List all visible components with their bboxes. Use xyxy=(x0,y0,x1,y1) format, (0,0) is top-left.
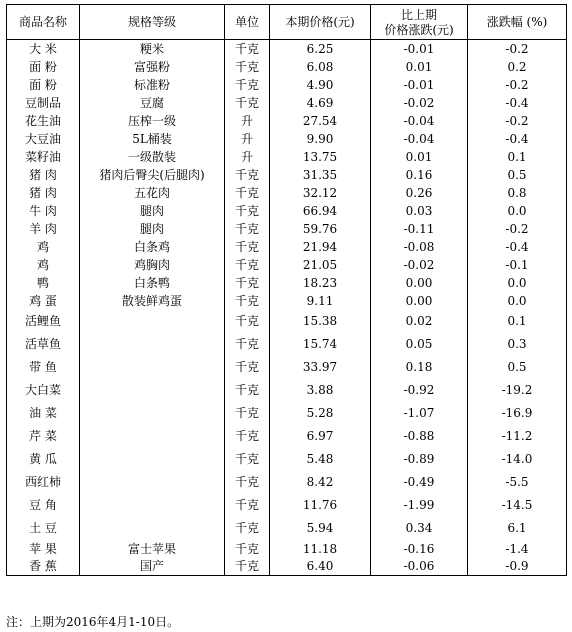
cell-spec-grade: 白条鸭 xyxy=(80,274,225,292)
cell-change-pct: -0.2 xyxy=(468,76,567,94)
cell-unit: 千克 xyxy=(225,76,270,94)
cell-current-price: 3.88 xyxy=(270,379,371,402)
cell-product-name: 香 蕉 xyxy=(7,558,80,576)
cell-price-change: -0.02 xyxy=(371,256,468,274)
cell-price-change: -0.11 xyxy=(371,220,468,238)
cell-spec-grade: 散装鲜鸡蛋 xyxy=(80,292,225,310)
cell-current-price: 5.48 xyxy=(270,448,371,471)
header-change-pct: 涨跌幅 (%) xyxy=(468,5,567,40)
cell-price-change: -1.07 xyxy=(371,402,468,425)
cell-product-name: 带 鱼 xyxy=(7,356,80,379)
cell-change-pct: 0.2 xyxy=(468,58,567,76)
cell-unit: 千克 xyxy=(225,494,270,517)
cell-spec-grade: 豆腐 xyxy=(80,94,225,112)
cell-unit: 千克 xyxy=(225,238,270,256)
cell-price-change: -0.92 xyxy=(371,379,468,402)
cell-current-price: 15.74 xyxy=(270,333,371,356)
cell-product-name: 鸡 xyxy=(7,238,80,256)
cell-spec-grade: 富强粉 xyxy=(80,58,225,76)
cell-price-change: -0.16 xyxy=(371,540,468,558)
cell-price-change: 0.34 xyxy=(371,517,468,540)
cell-change-pct: -0.2 xyxy=(468,112,567,130)
cell-current-price: 66.94 xyxy=(270,202,371,220)
table-row xyxy=(7,333,567,356)
header-price-change xyxy=(371,5,468,40)
table-row xyxy=(7,94,567,112)
cell-change-pct: 0.1 xyxy=(468,148,567,166)
cell-unit: 千克 xyxy=(225,558,270,576)
table-row xyxy=(7,471,567,494)
table-row xyxy=(7,256,567,274)
cell-change-pct: -14.0 xyxy=(468,448,567,471)
cell-price-change: 0.26 xyxy=(371,184,468,202)
cell-change-pct: -0.2 xyxy=(468,40,567,58)
table-row xyxy=(7,310,567,333)
cell-current-price: 33.97 xyxy=(270,356,371,379)
cell-spec-grade xyxy=(80,333,225,356)
cell-unit: 千克 xyxy=(225,402,270,425)
cell-spec-grade: 压榨一级 xyxy=(80,112,225,130)
cell-product-name: 面 粉 xyxy=(7,76,80,94)
cell-product-name: 鸭 xyxy=(7,274,80,292)
cell-price-change: -0.01 xyxy=(371,76,468,94)
cell-spec-grade xyxy=(80,471,225,494)
cell-product-name: 油 菜 xyxy=(7,402,80,425)
table-row xyxy=(7,274,567,292)
cell-change-pct: -11.2 xyxy=(468,425,567,448)
cell-spec-grade: 富士苹果 xyxy=(80,540,225,558)
cell-unit: 千克 xyxy=(225,540,270,558)
cell-product-name: 土 豆 xyxy=(7,517,80,540)
cell-spec-grade: 白条鸡 xyxy=(80,238,225,256)
header-current-price: 本期价格(元) xyxy=(270,5,371,40)
cell-spec-grade xyxy=(80,494,225,517)
cell-current-price: 59.76 xyxy=(270,220,371,238)
table-row xyxy=(7,148,567,166)
cell-current-price: 8.42 xyxy=(270,471,371,494)
cell-price-change: -0.06 xyxy=(371,558,468,576)
cell-change-pct: 0.5 xyxy=(468,356,567,379)
cell-change-pct: -0.2 xyxy=(468,220,567,238)
cell-product-name: 牛 肉 xyxy=(7,202,80,220)
cell-spec-grade: 猪肉后臀尖(后腿肉) xyxy=(80,166,225,184)
table-row xyxy=(7,558,567,576)
cell-product-name: 豆 角 xyxy=(7,494,80,517)
table-row xyxy=(7,166,567,184)
table-body xyxy=(7,40,567,576)
table-row xyxy=(7,40,567,58)
cell-unit: 千克 xyxy=(225,220,270,238)
cell-spec-grade: 标准粉 xyxy=(80,76,225,94)
cell-spec-grade xyxy=(80,379,225,402)
table-row xyxy=(7,379,567,402)
cell-product-name: 花生油 xyxy=(7,112,80,130)
cell-current-price: 21.94 xyxy=(270,238,371,256)
cell-product-name: 羊 肉 xyxy=(7,220,80,238)
cell-price-change: 0.00 xyxy=(371,292,468,310)
table-row xyxy=(7,58,567,76)
cell-unit: 千克 xyxy=(225,184,270,202)
cell-current-price: 18.23 xyxy=(270,274,371,292)
cell-price-change: -0.02 xyxy=(371,94,468,112)
cell-price-change: -0.49 xyxy=(371,471,468,494)
header-product-name: 商品名称 xyxy=(7,5,80,40)
cell-price-change: -0.04 xyxy=(371,130,468,148)
cell-price-change: 0.03 xyxy=(371,202,468,220)
cell-change-pct: -0.4 xyxy=(468,94,567,112)
header-price-change-line2: 价格涨跌(元) xyxy=(384,22,454,37)
cell-unit: 升 xyxy=(225,130,270,148)
cell-current-price: 6.97 xyxy=(270,425,371,448)
cell-spec-grade xyxy=(80,448,225,471)
cell-spec-grade xyxy=(80,310,225,333)
cell-unit: 千克 xyxy=(225,274,270,292)
cell-current-price: 9.11 xyxy=(270,292,371,310)
cell-spec-grade xyxy=(80,425,225,448)
cell-spec-grade: 国产 xyxy=(80,558,225,576)
cell-current-price: 13.75 xyxy=(270,148,371,166)
cell-change-pct: -19.2 xyxy=(468,379,567,402)
header-price-change-line1: 比上期 xyxy=(400,7,437,22)
cell-product-name: 大 米 xyxy=(7,40,80,58)
table-row xyxy=(7,292,567,310)
cell-unit: 千克 xyxy=(225,448,270,471)
cell-spec-grade xyxy=(80,356,225,379)
cell-spec-grade: 鸡胸肉 xyxy=(80,256,225,274)
cell-current-price: 11.18 xyxy=(270,540,371,558)
cell-unit: 千克 xyxy=(225,292,270,310)
cell-price-change: 0.01 xyxy=(371,148,468,166)
cell-unit: 升 xyxy=(225,112,270,130)
cell-change-pct: 0.0 xyxy=(468,292,567,310)
cell-product-name: 活草鱼 xyxy=(7,333,80,356)
cell-price-change: -0.88 xyxy=(371,425,468,448)
table-row xyxy=(7,184,567,202)
price-table-container xyxy=(6,4,566,576)
cell-change-pct: 6.1 xyxy=(468,517,567,540)
cell-change-pct: -14.5 xyxy=(468,494,567,517)
cell-unit: 千克 xyxy=(225,256,270,274)
table-row xyxy=(7,494,567,517)
cell-current-price: 21.05 xyxy=(270,256,371,274)
cell-unit: 千克 xyxy=(225,356,270,379)
cell-product-name: 菜籽油 xyxy=(7,148,80,166)
cell-price-change: 0.00 xyxy=(371,274,468,292)
header-spec-grade: 规格等级 xyxy=(80,5,225,40)
cell-change-pct: 0.5 xyxy=(468,166,567,184)
cell-price-change: 0.05 xyxy=(371,333,468,356)
cell-price-change: -1.99 xyxy=(371,494,468,517)
cell-price-change: 0.18 xyxy=(371,356,468,379)
price-table xyxy=(6,4,567,576)
table-row xyxy=(7,448,567,471)
cell-spec-grade: 五花肉 xyxy=(80,184,225,202)
cell-product-name: 苹 果 xyxy=(7,540,80,558)
table-header-row xyxy=(7,5,567,40)
cell-product-name: 豆制品 xyxy=(7,94,80,112)
table-row xyxy=(7,356,567,379)
table-row xyxy=(7,425,567,448)
header-unit: 单位 xyxy=(225,5,270,40)
cell-product-name: 面 粉 xyxy=(7,58,80,76)
footnote: 注：上期为2016年4月1-10日。 xyxy=(6,615,180,629)
table-row xyxy=(7,402,567,425)
cell-product-name: 西红柿 xyxy=(7,471,80,494)
cell-unit: 千克 xyxy=(225,94,270,112)
cell-unit: 千克 xyxy=(225,379,270,402)
cell-current-price: 6.40 xyxy=(270,558,371,576)
cell-product-name: 大白菜 xyxy=(7,379,80,402)
cell-spec-grade: 5L桶装 xyxy=(80,130,225,148)
table-row xyxy=(7,220,567,238)
cell-spec-grade: 粳米 xyxy=(80,40,225,58)
cell-change-pct: -0.4 xyxy=(468,130,567,148)
cell-unit: 千克 xyxy=(225,517,270,540)
cell-current-price: 4.69 xyxy=(270,94,371,112)
cell-unit: 升 xyxy=(225,148,270,166)
table-row xyxy=(7,540,567,558)
cell-current-price: 9.90 xyxy=(270,130,371,148)
cell-price-change: -0.04 xyxy=(371,112,468,130)
cell-current-price: 11.76 xyxy=(270,494,371,517)
cell-change-pct: -16.9 xyxy=(468,402,567,425)
table-row xyxy=(7,517,567,540)
cell-unit: 千克 xyxy=(225,310,270,333)
cell-price-change: 0.01 xyxy=(371,58,468,76)
table-row xyxy=(7,202,567,220)
cell-product-name: 猪 肉 xyxy=(7,166,80,184)
cell-product-name: 鸡 蛋 xyxy=(7,292,80,310)
cell-current-price: 4.90 xyxy=(270,76,371,94)
cell-unit: 千克 xyxy=(225,202,270,220)
cell-spec-grade xyxy=(80,517,225,540)
cell-current-price: 6.25 xyxy=(270,40,371,58)
cell-current-price: 31.35 xyxy=(270,166,371,184)
cell-unit: 千克 xyxy=(225,166,270,184)
cell-change-pct: 0.0 xyxy=(468,202,567,220)
cell-price-change: -0.08 xyxy=(371,238,468,256)
cell-change-pct: -1.4 xyxy=(468,540,567,558)
cell-current-price: 15.38 xyxy=(270,310,371,333)
cell-change-pct: 0.1 xyxy=(468,310,567,333)
table-row xyxy=(7,130,567,148)
cell-unit: 千克 xyxy=(225,333,270,356)
table-row xyxy=(7,76,567,94)
cell-spec-grade: 一级散装 xyxy=(80,148,225,166)
cell-unit: 千克 xyxy=(225,58,270,76)
cell-change-pct: 0.3 xyxy=(468,333,567,356)
cell-spec-grade: 腿肉 xyxy=(80,220,225,238)
cell-price-change: 0.16 xyxy=(371,166,468,184)
cell-current-price: 5.28 xyxy=(270,402,371,425)
cell-price-change: -0.89 xyxy=(371,448,468,471)
cell-change-pct: -0.1 xyxy=(468,256,567,274)
cell-product-name: 活鲤鱼 xyxy=(7,310,80,333)
cell-current-price: 6.08 xyxy=(270,58,371,76)
table-row xyxy=(7,238,567,256)
cell-change-pct: 0.0 xyxy=(468,274,567,292)
cell-product-name: 猪 肉 xyxy=(7,184,80,202)
cell-current-price: 5.94 xyxy=(270,517,371,540)
cell-price-change: -0.01 xyxy=(371,40,468,58)
cell-product-name: 芹 菜 xyxy=(7,425,80,448)
cell-spec-grade xyxy=(80,402,225,425)
cell-unit: 千克 xyxy=(225,425,270,448)
cell-change-pct: -0.4 xyxy=(468,238,567,256)
cell-change-pct: 0.8 xyxy=(468,184,567,202)
cell-spec-grade: 腿肉 xyxy=(80,202,225,220)
table-row xyxy=(7,112,567,130)
cell-change-pct: -0.9 xyxy=(468,558,567,576)
cell-unit: 千克 xyxy=(225,471,270,494)
cell-current-price: 32.12 xyxy=(270,184,371,202)
cell-product-name: 大豆油 xyxy=(7,130,80,148)
cell-current-price: 27.54 xyxy=(270,112,371,130)
cell-product-name: 鸡 xyxy=(7,256,80,274)
cell-price-change: 0.02 xyxy=(371,310,468,333)
cell-change-pct: -5.5 xyxy=(468,471,567,494)
cell-product-name: 黄 瓜 xyxy=(7,448,80,471)
cell-unit: 千克 xyxy=(225,40,270,58)
